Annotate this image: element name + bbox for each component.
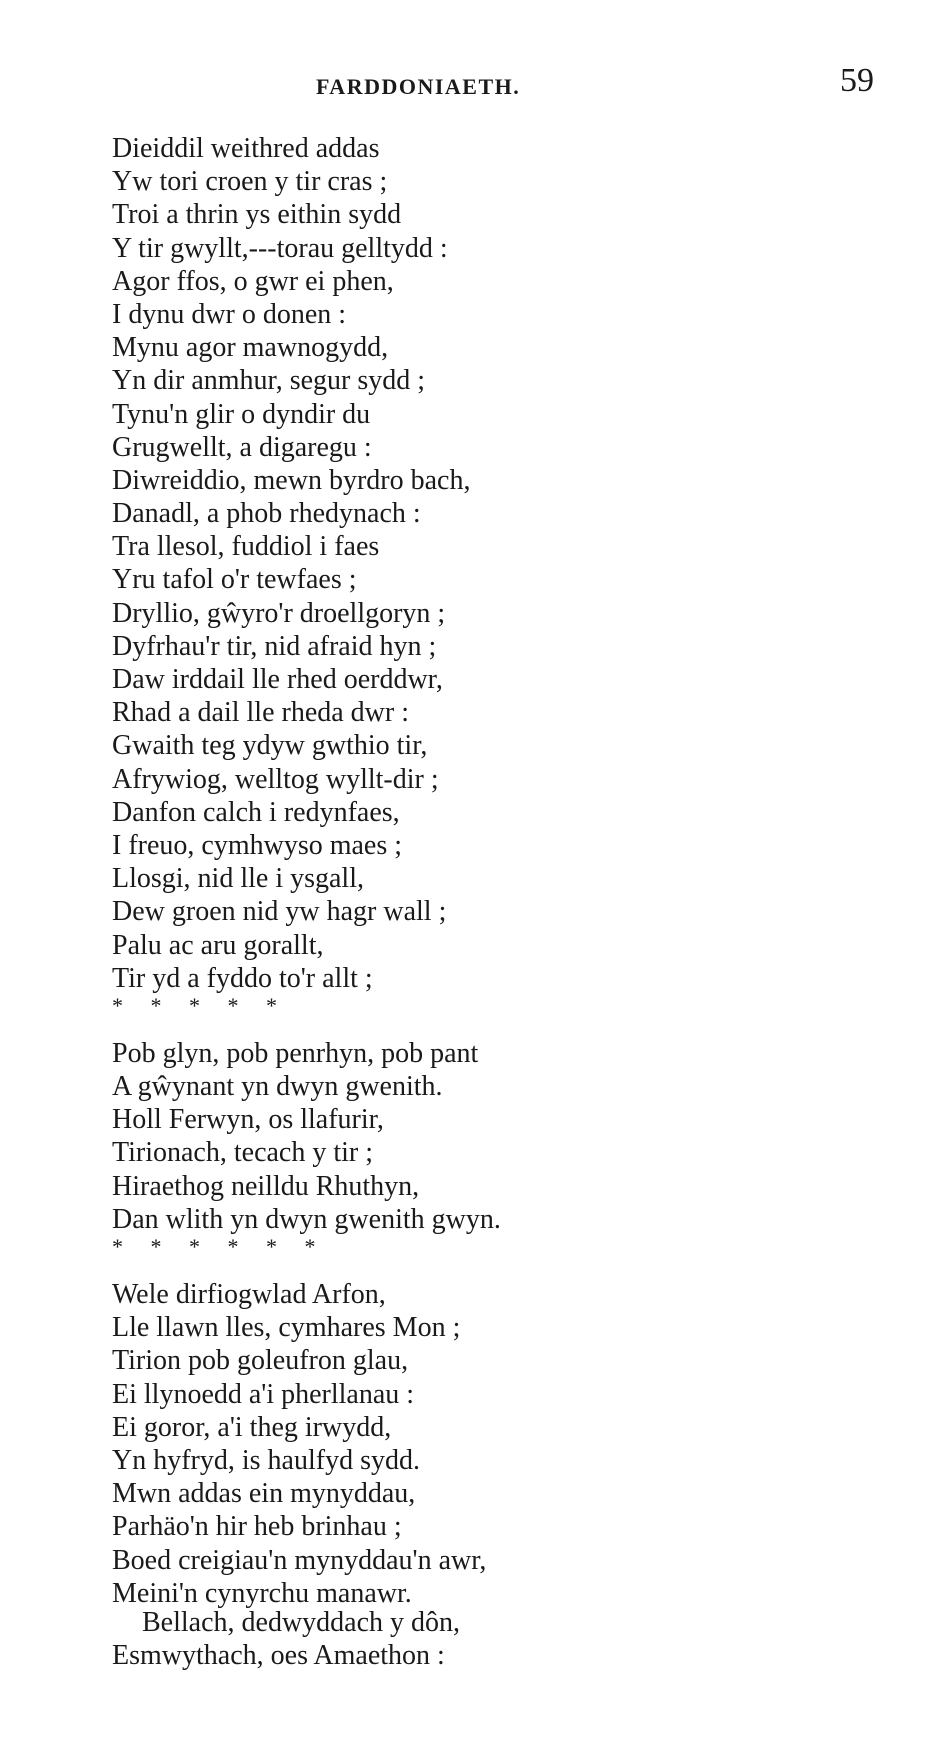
verse-line: Dieiddil weithred addas xyxy=(112,133,380,164)
verse-line: Hiraethog neilldu Rhuthyn, xyxy=(112,1170,420,1202)
verse-line: Tra llesol, fuddiol i faes xyxy=(112,531,380,563)
verse-line: Dew groen nid yw hagr wall ; xyxy=(112,896,447,928)
verse-line: Tirionach, tecach y tir ; xyxy=(112,1137,374,1169)
verse-line: I dynu dwr o donen : xyxy=(112,298,347,330)
verse-line: I freuo, cymhwyso maes ; xyxy=(112,829,403,861)
verse-line: Yn dir anmhur, segur sydd ; xyxy=(112,365,426,397)
verse-line: Mynu agor mawnogydd, xyxy=(112,332,389,364)
poem-body xyxy=(112,132,872,1610)
verse-line: Danfon calch i redynfaes, xyxy=(112,796,400,828)
verse-line: Gwaith teg ydyw gwthio tir, xyxy=(112,730,428,762)
closing-stanza xyxy=(112,1606,460,1672)
verse-line: Palu ac aru gorallt, xyxy=(112,929,324,961)
stanza-1 xyxy=(112,132,872,995)
verse-line: Agor ffos, o gwr ei phen, xyxy=(112,265,394,297)
verse-line: Dan wlith yn dwyn gwenith gwyn. xyxy=(112,1203,501,1235)
verse-line: Diwreiddio, mewn byrdro bach, xyxy=(112,464,471,496)
verse-line: Holl Ferwyn, os llafurir, xyxy=(112,1104,384,1136)
stanza-3 xyxy=(112,1278,872,1610)
verse-line: A gŵynant yn dwyn gwenith. xyxy=(112,1071,443,1103)
verse-line: Tirion pob goleufron glau, xyxy=(112,1345,409,1377)
verse-line: Yru tafol o'r tewfaes ; xyxy=(112,564,357,596)
verse-line: Tir yd a fyddo to'r allt ; xyxy=(112,962,373,994)
verse-line: Yn hyfryd, is haulfyd sydd. xyxy=(112,1444,420,1476)
verse-line: Mwn addas ein mynyddau, xyxy=(112,1478,416,1510)
verse-line: Dyfrhau'r tir, nid afraid hyn ; xyxy=(112,630,437,662)
verse-line: Bellach, dedwyddach y dôn, xyxy=(142,1607,461,1638)
verse-line: Esmwythach, oes Amaethon : xyxy=(112,1640,445,1672)
verse-line: Ei llynoedd a'i pherllanau : xyxy=(112,1378,415,1410)
verse-line: Grugwellt, a digaregu : xyxy=(112,431,372,463)
stanza-2 xyxy=(112,1037,872,1236)
verse-line: Parhäo'n hir heb brinhau ; xyxy=(112,1511,402,1543)
verse-line: Dryllio, gŵyro'r droellgoryn ; xyxy=(112,597,446,629)
asterism-separator: * * * * * * xyxy=(112,1234,316,1259)
verse-line: Boed creigiau'n mynyddau'n awr, xyxy=(112,1544,487,1576)
verse-line: Troi a thrin ys eithin sydd xyxy=(112,199,402,231)
verse-line: Afrywiog, welltog wyllt-dir ; xyxy=(112,763,439,795)
verse-line: Tynu'n glir o dyndir du xyxy=(112,398,371,430)
verse-line: Danadl, a phob rhedynach : xyxy=(112,498,421,530)
verse-line: Rhad a dail lle rheda dwr : xyxy=(112,697,410,729)
verse-line: Wele dirfiogwlad Arfon, xyxy=(112,1279,386,1310)
verse-line: Pob glyn, pob penrhyn, pob pant xyxy=(112,1037,479,1069)
verse-line: Meini'n cynyrchu manawr. xyxy=(112,1577,412,1609)
verse-line: Daw irddail lle rhed oerddwr, xyxy=(112,664,443,695)
verse-line: Y tir gwyllt,---torau gelltydd : xyxy=(112,232,448,264)
verse-line: Lle llawn lles, cymhares Mon ; xyxy=(112,1312,461,1344)
asterism-separator: * * * * * xyxy=(112,992,277,1018)
verse-line: Yw tori croen y tir cras ; xyxy=(112,166,388,198)
verse-line: Ei goror, a'i theg irwydd, xyxy=(112,1411,392,1443)
verse-line: Llosgi, nid lle i ysgall, xyxy=(112,863,364,895)
page-number: 59 xyxy=(840,62,874,99)
running-title: FARDDONIAETH. xyxy=(316,74,521,99)
